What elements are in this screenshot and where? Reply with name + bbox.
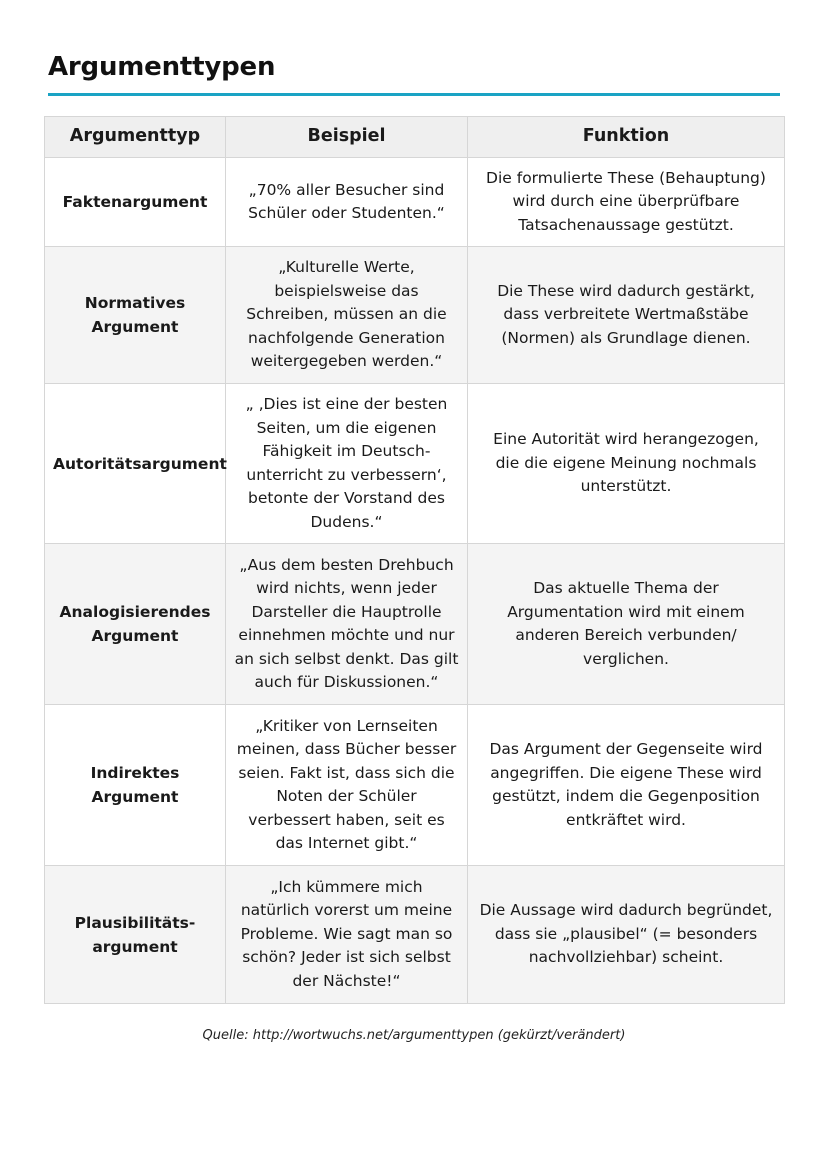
- table-row: [45, 866, 785, 1004]
- source-citation: Quelle: http://wortwuchs.net/argumenttypen (gekürzt/verändert): [202, 1028, 626, 1043]
- argument-type-cell: Normatives Argument: [45, 247, 226, 384]
- example-cell: „Aus dem besten Drehbuch wird nichts, wenn jeder Darsteller die Hauptrolle einnehmen möchte und nur an sich selbst denkt. Das gilt auch für Diskussionen.“: [226, 544, 468, 705]
- table-row: [45, 247, 785, 384]
- example-cell: „ ‚Dies ist eine der besten Seiten, um die eigenen Fähigkeit im Deutsch- unterricht zu verbessern‘, betonte der Vorstand des Dudens.“: [226, 384, 468, 544]
- example-cell: „Kulturelle Werte, beispielsweise das Schreiben, müssen an die nachfolgende Generation weitergegeben werden.“: [226, 247, 468, 384]
- table-row: [45, 158, 785, 247]
- argument-type-cell: Indirektes Argument: [45, 705, 226, 866]
- function-cell: Die These wird dadurch gestärkt, dass verbreitete Wertmaßstäbe (Normen) als Grundlage dienen.: [468, 247, 785, 384]
- example-cell: „Ich kümmere mich natürlich vorerst um meine Probleme. Wie sagt man so schön? Jeder ist sich selbst der Nächste!“: [226, 866, 468, 1004]
- function-cell: Das aktuelle Thema der Argumentation wird mit einem anderen Bereich verbunden/ verglichen.: [468, 544, 785, 705]
- title-underline: [48, 93, 780, 96]
- example-cell: „70% aller Besucher sind Schüler oder Studenten.“: [226, 158, 468, 247]
- argument-type-cell: Analogisierendes Argument: [45, 544, 226, 705]
- argument-types-table: [44, 116, 785, 1004]
- argument-type-cell: Faktenargument: [45, 158, 226, 247]
- table-row: [45, 705, 785, 866]
- function-cell: Die formulierte These (Behauptung) wird durch eine überprüfbare Tatsachenaussage gestützt.: [468, 158, 785, 247]
- header-example: Beispiel: [226, 117, 468, 158]
- table-row: [45, 544, 785, 705]
- argument-type-cell: Plausibilitäts- argument: [45, 866, 226, 1004]
- function-cell: Die Aussage wird dadurch begründet, dass sie „plausibel“ (= besonders nachvollziehbar) scheint.: [468, 866, 785, 1004]
- table-header-row: [45, 117, 785, 158]
- function-cell: Das Argument der Gegenseite wird angegriffen. Die eigene These wird gestützt, indem die Gegenposition entkräftet wird.: [468, 705, 785, 866]
- example-cell: „Kritiker von Lernseiten meinen, dass Bücher besser seien. Fakt ist, dass sich die Noten der Schüler verbessert haben, seit es das Internet gibt.“: [226, 705, 468, 866]
- function-cell: Eine Autorität wird herangezogen, die die eigene Meinung nochmals unterstützt.: [468, 384, 785, 544]
- page-title: Argumenttypen: [48, 52, 276, 82]
- header-argument-type: Argumenttyp: [45, 117, 226, 158]
- header-function: Funktion: [468, 117, 785, 158]
- argument-type-cell: Autoritätsargument: [45, 384, 226, 544]
- table-row: [45, 384, 785, 544]
